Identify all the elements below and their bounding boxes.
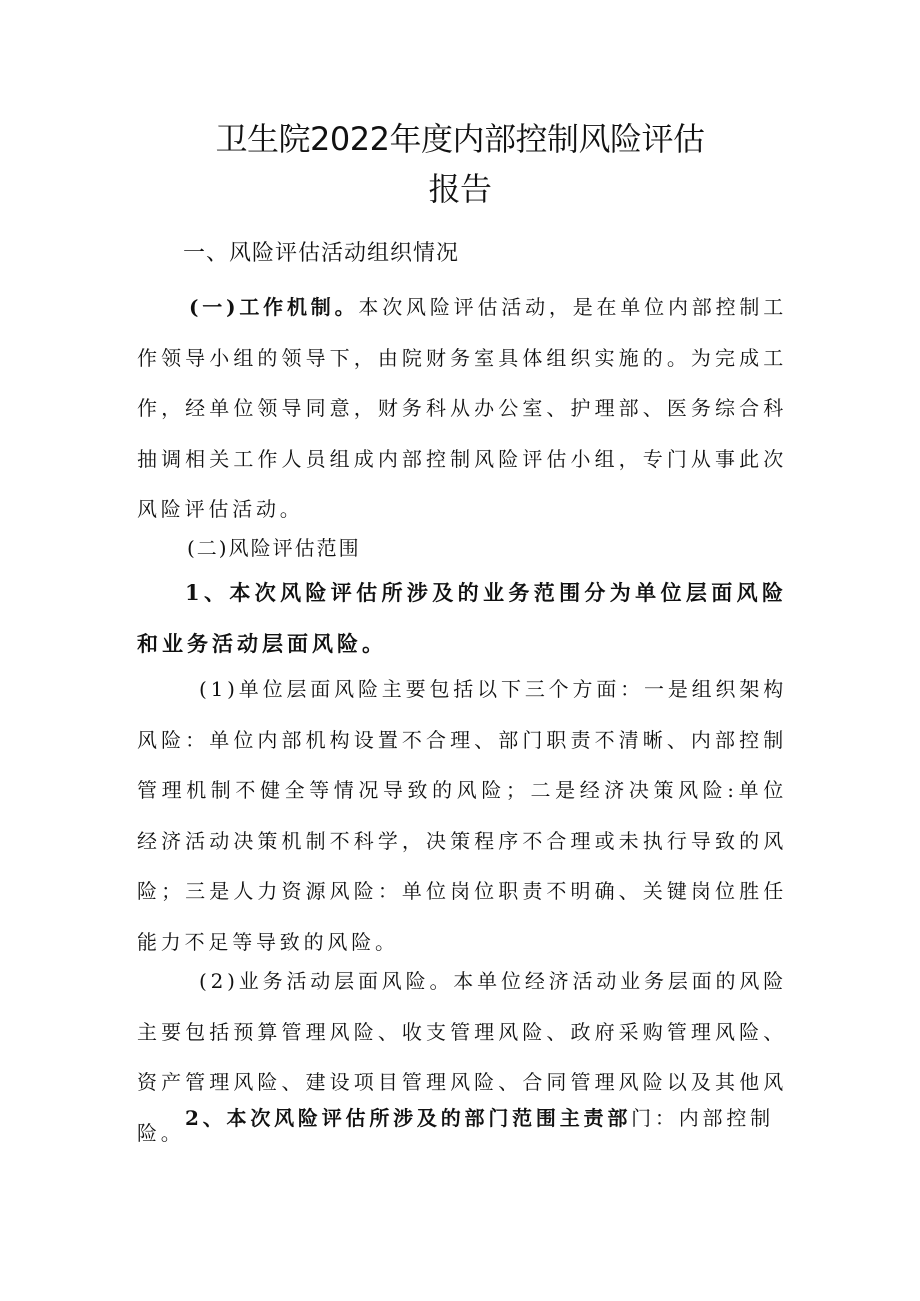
paragraph-department-scope-text: 门：内部控制 [631,1106,774,1130]
paragraph-unit-level-risk [137,664,787,967]
paragraph-business-scope-text: 1、本次风险评估所涉及的业务范围分为单位层面风险和业务活动层面风险。 [137,580,787,656]
paragraph-business-scope [137,568,787,669]
document-title-line2: 报告 [428,170,492,208]
paragraph-work-mechanism-text: 本次风险评估活动，是在单位内部控制工作领导小组的领导下，由院财务室具体组织实施的。为完成工作，经单位领导同意，财务科从办公室、护理部、医务综合科抽调相关工作人员组成内部控制风险评估小组，专门从事此次风险评估活动。 [137,295,788,521]
paragraph-work-mechanism-label: (一)工作机制。 [189,295,359,319]
paragraph-department-scope-bold: 2、本次风险评估所涉及的部门范围主责部 [185,1106,632,1130]
paragraph-unit-level-risk-text: (1)单位层面风险主要包括以下三个方面：一是组织架构风险：单位内部机构设置不合理、部门职责不清晰、内部控制管理机制不健全等情况导致的风险；二是经济决策风险:单位经济活动决策机制不科学，决策程序不合理或未执行导致的风险；三是人力资源风险：单位岗位职责不明确、关键岗位胜任能力不足等导致的风险。 [137,677,787,954]
paragraph-business-activity-risk-text: (2)业务活动层面风险。本单位经济活动业务层面的风险主要包括预算管理风险、收支管理风险、政府采购管理风险、资产管理风险、建设项目管理风险、合同管理风险以及其他风险。 [137,969,787,1145]
paragraph-work-mechanism [137,282,787,535]
document-title-line1: 卫生院2022年度内部控制风险评估 [215,120,705,158]
section1-heading: 一、风险评估活动组织情况 [183,241,460,266]
paragraph-department-scope [137,1093,787,1144]
section1-2-heading: (二)风险评估范围 [187,536,361,560]
